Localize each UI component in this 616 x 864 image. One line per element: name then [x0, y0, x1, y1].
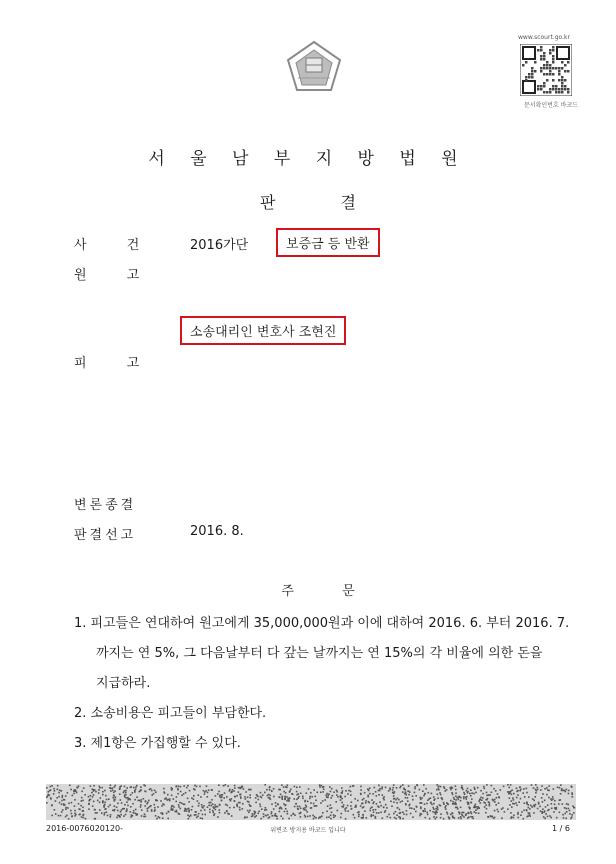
- case-number: 2016가단: [190, 238, 249, 253]
- document-number: 2016-0076020120-: [46, 824, 124, 833]
- case-name-highlight: 보증금 등 반환: [276, 228, 380, 257]
- order-item-1-end: 지급하라.: [96, 676, 151, 691]
- plaintiff-label: 원 고: [74, 268, 140, 283]
- court-emblem-icon: [284, 40, 344, 94]
- judgment-title: 판 결: [260, 193, 356, 212]
- qr-code-icon: [520, 44, 572, 96]
- case-label: 사 건: [74, 238, 140, 253]
- page-number: 1 / 6: [552, 824, 570, 833]
- order-item-1: 1. 피고들은 연대하여 원고에게 35,000,000원과 이에 대하여 2016. 6. 부터 2016. 7.: [74, 616, 570, 631]
- order-heading: 주 문: [281, 584, 355, 599]
- court-url: www.scourt.go.kr: [518, 34, 570, 41]
- attorney-highlight: 소송대리인 변호사 조현진: [180, 316, 346, 345]
- order-item-2: 2. 소송비용은 피고들이 부담한다.: [74, 706, 267, 721]
- order-item-1-cont: 까지는 연 5%, 그 다음날부터 다 갚는 날까지는 연 15%의 각 비율에 의한 돈을: [96, 646, 543, 661]
- order-item-3: 3. 제1항은 가집행할 수 있다.: [74, 736, 241, 751]
- court-name: 서 울 남 부 지 방 법 원: [148, 149, 468, 169]
- defendant-label: 피 고: [74, 356, 140, 371]
- anti-forgery-barcode-icon: [46, 784, 576, 820]
- closing-label: 변론종결: [74, 498, 137, 513]
- qr-caption: 문서확인번호 바코드: [524, 102, 579, 109]
- ruling-label: 판결선고: [74, 528, 137, 543]
- ruling-date: 2016. 8.: [190, 524, 244, 539]
- barcode-notice: 위변조 방지용 바코드 입니다: [270, 827, 346, 834]
